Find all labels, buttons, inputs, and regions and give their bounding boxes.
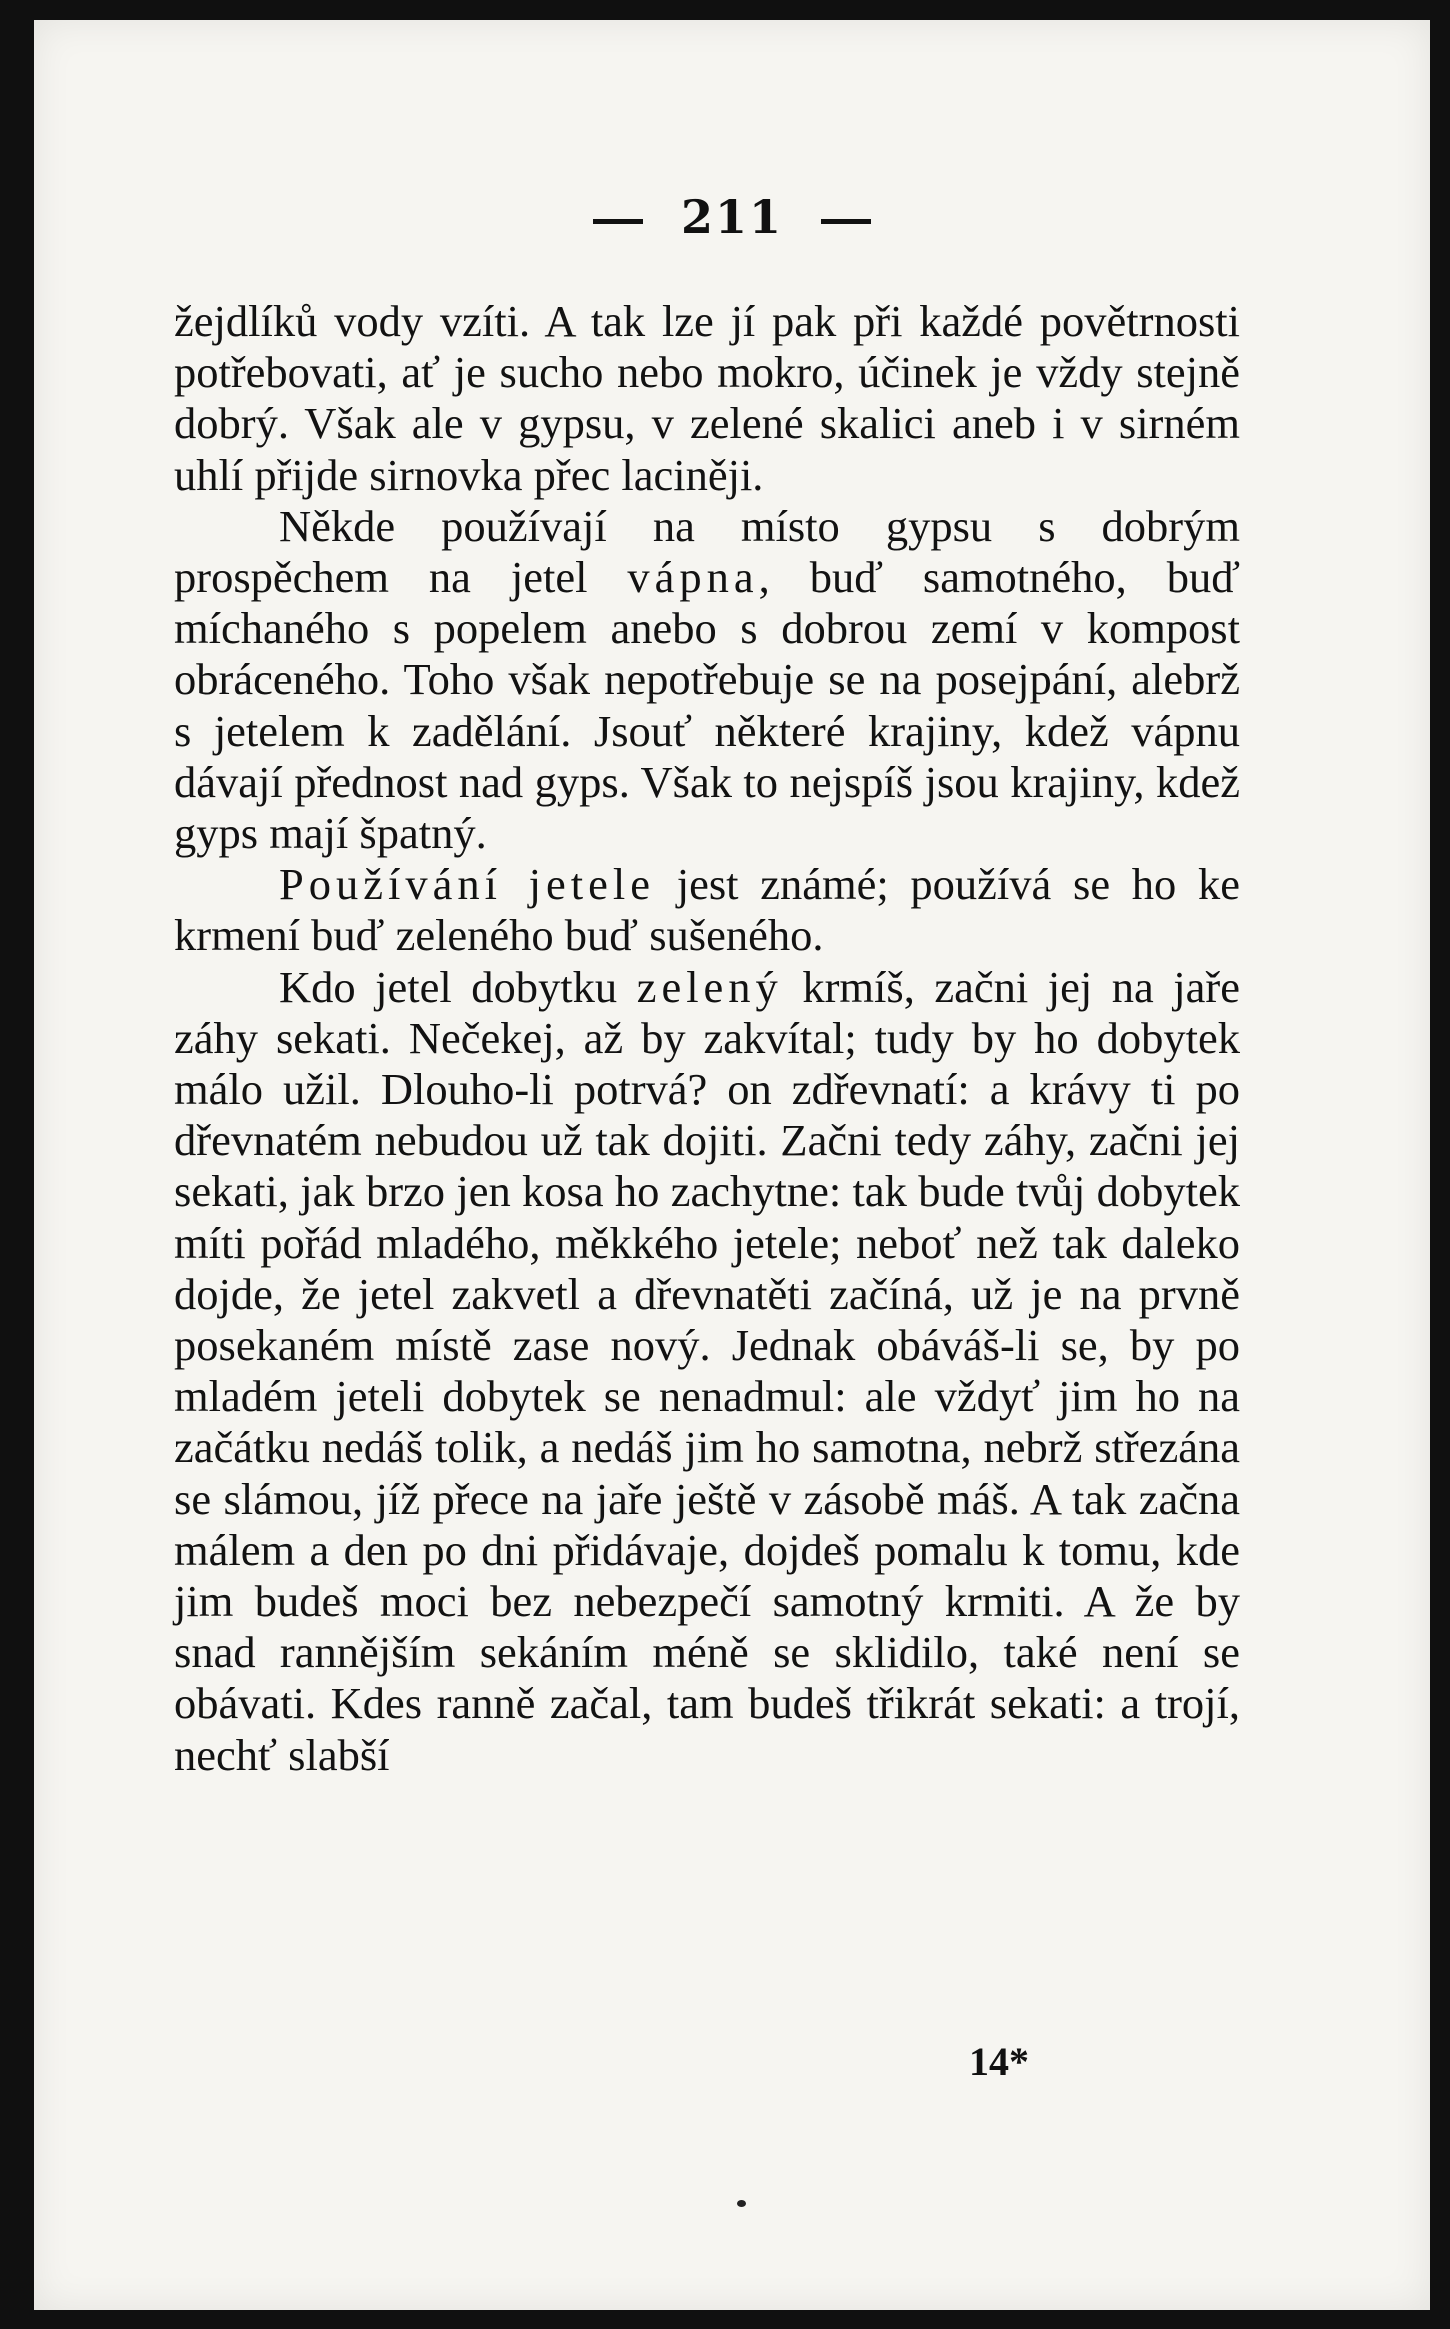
spaced-emphasis: Používání jetele bbox=[279, 859, 656, 910]
text-run: žejdlíků vody vzíti. A tak lze jí pak při každé povětrnosti potřebovati, ať je sucho nebo mokro, účinek je vždy stejně dobrý. Však ale v gypsu, v zelené skalici aneb i v sirném uhlí přijde sirnovka přec laciněji. bbox=[174, 296, 1240, 500]
ink-speck bbox=[737, 2200, 746, 2207]
header-dash-left bbox=[593, 219, 643, 224]
paragraph bbox=[174, 501, 1240, 859]
book-page bbox=[34, 20, 1430, 2310]
paragraph bbox=[174, 962, 1240, 1781]
text-run: jest známé; používá se ho ke krmení buď zeleného buď sušeného. bbox=[174, 859, 1240, 961]
text-run: , buď samotného, buď míchaného s popelem anebo s dobrou zemí v kompost obráceného. Toho však nepotřebuje se na posejpání, alebrž s jetelem k zadělání. Jsouť některé krajiny, kdež vápnu dávají přednost nad gyps. Však to nejspíš jsou krajiny, kdež gyps mají špatný. bbox=[174, 552, 1240, 859]
paragraph bbox=[174, 296, 1240, 501]
body-text bbox=[174, 296, 1240, 1781]
spaced-emphasis: vápna bbox=[627, 552, 759, 603]
page-header bbox=[34, 190, 1430, 244]
header-dash-right bbox=[821, 219, 871, 224]
spaced-emphasis: zelený bbox=[636, 961, 783, 1012]
text-run: Kdo jetel dobytku bbox=[279, 961, 637, 1012]
text-run: Někde používají na místo gypsu s dobrým prospěchem na jetel bbox=[174, 500, 1240, 603]
signature-mark: 14* bbox=[969, 2039, 1029, 2084]
page-number: 211 bbox=[680, 190, 784, 244]
paragraph bbox=[174, 859, 1240, 961]
text-run: krmíš, začni jej na jaře záhy sekati. Nečekej, až by zakvítal; tudy by ho dobytek málo užil. Dlouho-li potrvá? on zdřevnatí: a krávy ti po dřevnatém nebudou už tak dojiti. Začni tedy záhy, začni jej sekati, jak brzo jen kosa ho zachytne: tak bude tvůj dobytek míti pořád mladého, měkkého jetele; neboť než tak daleko dojde, že jetel zakvetl a dřevnatěti začíná, už je na prvně posekaném místě zase nový. Jednak obáváš-li se, by po mladém jeteli dobytek se nenadmul: ale vždyť jim ho na začátku nedáš tolik, a nedáš jim ho samotna, nebrž střezána se slámou, jíž přece na jaře ještě v zásobě máš. A tak začna málem a den po dni přidávaje, dojdeš pomalu k tomu, kde jim budeš moci bez nebezpečí samotný krmiti. A že by snad rannějším sekáním méně se sklidilo, také není se obávati. Kdes ranně začal, tam budeš třikrát sekati: a trojí, nechť slabší bbox=[174, 961, 1240, 1780]
